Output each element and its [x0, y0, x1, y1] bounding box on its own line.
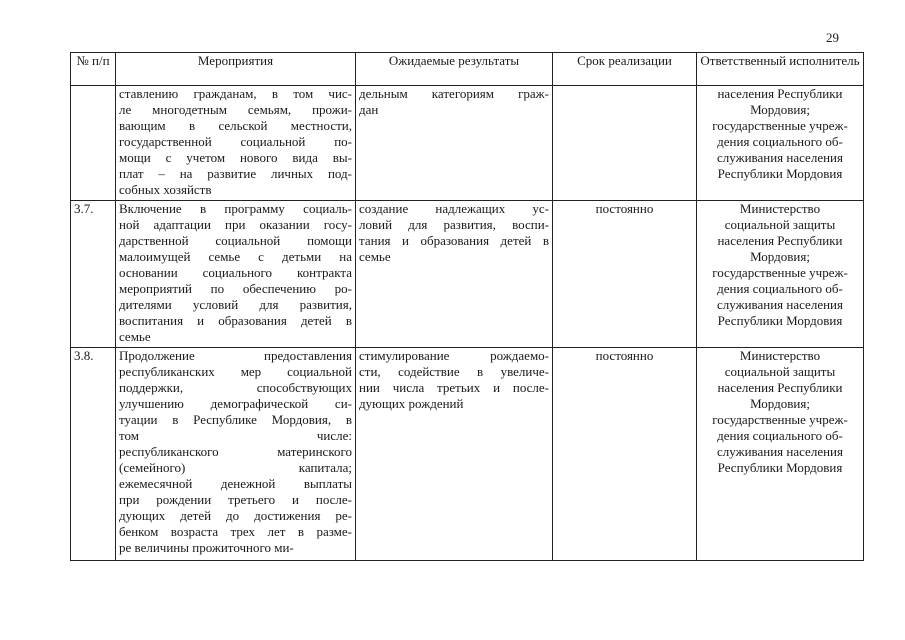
cell-line: Министерство [739, 348, 821, 363]
cell-line: (семейного) капитала; [119, 460, 352, 475]
cell-line: Республики Мордовия [717, 166, 843, 181]
term-cell: постоянно [553, 348, 697, 561]
cell-line: дующих рождений [359, 396, 464, 411]
cell-line: государственные учреж- [712, 118, 848, 133]
cell-line: туации в Республике Мордовия, в [119, 412, 352, 427]
page-number: 29 [826, 30, 839, 45]
cell-line: республиканских мер социальной [119, 364, 352, 379]
cell-line: стимулирование рождаемо- [359, 348, 549, 363]
cell-line: мероприятий по обеспечению ро- [119, 281, 352, 296]
cell-line: населения Республики [717, 233, 843, 248]
activity-cell [116, 86, 356, 201]
cell-line: Мордовия; [750, 249, 810, 264]
cell-line: малоимущей семье с детьми на [119, 249, 352, 264]
cell-line: мощи с учетом нового вида вы- [119, 150, 352, 165]
row-number [71, 86, 116, 201]
cell-line: государственные учреж- [712, 412, 848, 427]
term-cell [553, 86, 697, 201]
cell-line: служивания населения [717, 150, 843, 165]
cell-line: создание надлежащих ус- [359, 201, 549, 216]
results-cell [356, 201, 553, 348]
cell-line: дения социального об- [717, 134, 843, 149]
cell-line: ставлению гражданам, в том чис- [119, 86, 352, 101]
cell-line: ной адаптации при оказании госу- [119, 217, 352, 232]
cell-line: семье [359, 249, 391, 264]
cell-line: Включение в программу социаль- [119, 201, 352, 216]
cell-line: ре величины прожиточного ми- [119, 540, 294, 555]
cell-line: населения Республики [717, 86, 843, 101]
header-results: Ожидаемые результаты [356, 53, 553, 86]
cell-line: дельным категориям граж- [359, 86, 549, 101]
cell-line: ловий для развития, воспи- [359, 217, 549, 232]
cell-line: государственные учреж- [712, 265, 848, 280]
cell-line: том числе: [119, 428, 352, 443]
cell-line: социальной защиты [724, 217, 836, 232]
activities-table [70, 52, 864, 561]
table-row [71, 86, 864, 201]
header-num: № п/п [71, 53, 116, 86]
cell-line: бенком возраста трех лет в разме- [119, 524, 352, 539]
cell-line: нии числа третьих и после- [359, 380, 549, 395]
cell-line: служивания населения [717, 297, 843, 312]
cell-line: служивания населения [717, 444, 843, 459]
activity-cell [116, 348, 356, 561]
cell-line: дующих детей до достижения ре- [119, 508, 352, 523]
cell-line: социальной защиты [724, 364, 836, 379]
cell-line: сти, содействие в увеличе- [359, 364, 549, 379]
cell-line: тания и образования детей в [359, 233, 549, 248]
cell-line: основании социального контракта [119, 265, 352, 280]
cell-line: дения социального об- [717, 281, 843, 296]
cell-line: семье [119, 329, 151, 344]
responsible-cell [697, 348, 864, 561]
responsible-cell [697, 201, 864, 348]
cell-line: дарственной социальной помощи [119, 233, 352, 248]
cell-line: республиканского материнского [119, 444, 352, 459]
row-number: 3.7. [71, 201, 116, 348]
cell-line: вающим в сельской местности, [119, 118, 352, 133]
row-number: 3.8. [71, 348, 116, 561]
activity-cell [116, 201, 356, 348]
term-cell: постоянно [553, 201, 697, 348]
cell-line: Мордовия; [750, 396, 810, 411]
results-cell [356, 86, 553, 201]
cell-line: воспитания и образования детей в [119, 313, 352, 328]
cell-line: при рождении третьего и после- [119, 492, 352, 507]
responsible-cell [697, 86, 864, 201]
cell-line: ле многодетным семьям, прожи- [119, 102, 352, 117]
header-term: Срок реализации [553, 53, 697, 86]
cell-line: Мордовия; [750, 102, 810, 117]
header-responsible: Ответственный исполнитель [697, 53, 864, 86]
results-cell [356, 348, 553, 561]
cell-line: дителями условий для развития, [119, 297, 352, 312]
cell-line: ежемесячной денежной выплаты [119, 476, 352, 491]
cell-line: дан [359, 102, 379, 117]
cell-line: поддержки, способствующих [119, 380, 352, 395]
cell-line: государственной социальной по- [119, 134, 352, 149]
cell-line: плат – на развитие личных под- [119, 166, 352, 181]
header-activity: Мероприятия [116, 53, 356, 86]
cell-line: Продолжение предоставления [119, 348, 352, 363]
cell-line: улучшению демографической си- [119, 396, 352, 411]
table-row [71, 201, 864, 348]
cell-line: дения социального об- [717, 428, 843, 443]
cell-line: Министерство [739, 201, 821, 216]
cell-line: Республики Мордовия [717, 313, 843, 328]
cell-line: Республики Мордовия [717, 460, 843, 475]
cell-line: населения Республики [717, 380, 843, 395]
table-row [71, 348, 864, 561]
table-header-row [71, 53, 864, 86]
cell-line: собных хозяйств [119, 182, 212, 197]
